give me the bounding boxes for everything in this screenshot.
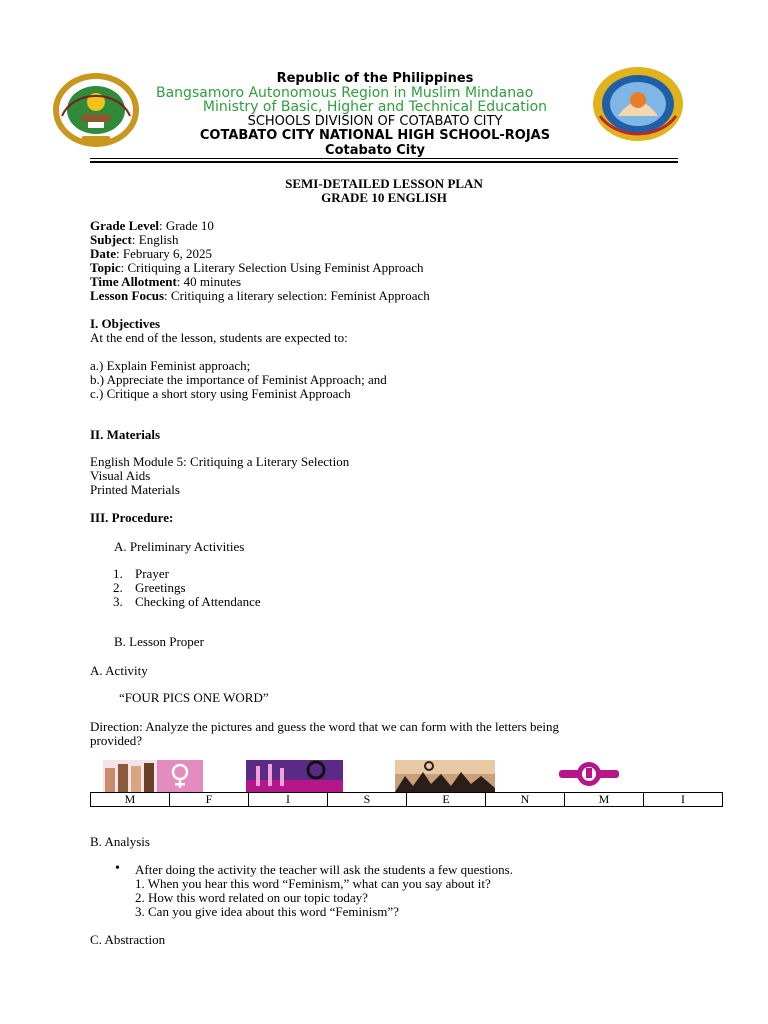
objective-item: b.) Appreciate the importance of Feminist Approach; and xyxy=(90,372,387,387)
analysis-heading: B. Analysis xyxy=(90,834,150,849)
lesson-proper-heading: B. Lesson Proper xyxy=(114,634,204,649)
header-rule-thick xyxy=(90,161,678,163)
material-item: English Module 5: Critiquing a Literary Selection xyxy=(90,454,350,469)
info-topic: Topic: Critiquing a Literary Selection Using Feminist Approach xyxy=(90,260,424,275)
activity-heading: A. Activity xyxy=(90,663,148,678)
letter-cell: M xyxy=(91,793,170,807)
letter-cell: I xyxy=(644,793,723,807)
letterhead xyxy=(0,62,768,172)
letter-cell: M xyxy=(565,793,644,807)
abstraction-heading: C. Abstraction xyxy=(90,932,166,947)
objective-item: c.) Critique a short story using Feminist Approach xyxy=(90,386,351,401)
prelim-item: Prayer xyxy=(135,566,169,581)
letter-cell: N xyxy=(486,793,565,807)
republic-line: Republic of the Philippines xyxy=(276,71,474,86)
letter-cell: F xyxy=(170,793,249,807)
division-seal-logo xyxy=(592,66,684,142)
analysis-intro: After doing the activity the teacher will ask the students a few questions. xyxy=(135,862,513,877)
material-item: Visual Aids xyxy=(90,468,151,483)
division-line: SCHOOLS DIVISION OF COTABATO CITY xyxy=(247,114,503,129)
analysis-question: 2. How this word related on our topic today? xyxy=(135,890,368,905)
letter-cell: E xyxy=(407,793,486,807)
school-line: COTABATO CITY NATIONAL HIGH SCHOOL-ROJAS xyxy=(199,128,551,143)
document-subtitle: GRADE 10 ENGLISH xyxy=(321,190,447,205)
info-grade: Grade Level: Grade 10 xyxy=(90,218,214,233)
info-subject: Subject: English xyxy=(90,232,179,247)
region-line: Bangsamoro Autonomous Region in Muslim Mindanao xyxy=(156,85,534,101)
prelim-num: 1. xyxy=(113,566,123,581)
letter-cell: I xyxy=(249,793,328,807)
letter-cell: S xyxy=(328,793,407,807)
info-time: Time Allotment: 40 minutes xyxy=(90,274,242,289)
analysis-question: 1. When you hear this word “Feminism,” what can you say about it? xyxy=(135,876,491,891)
material-item: Printed Materials xyxy=(90,482,180,497)
prelim-num: 2. xyxy=(113,580,123,595)
picture-venus-fist-symbol xyxy=(546,760,632,792)
prelim-num: 3. xyxy=(113,594,123,609)
city-line: Cotabato City xyxy=(325,143,425,158)
direction-text: Direction: Analyze the pictures and guess the word that we can form with the letters being xyxy=(90,719,559,734)
preliminary-heading: A. Preliminary Activities xyxy=(114,539,245,554)
letter-row xyxy=(91,793,723,807)
mbhte-seal-logo xyxy=(52,72,140,148)
picture-raised-fists xyxy=(103,760,203,792)
document-title: SEMI-DETAILED LESSON PLAN xyxy=(285,176,483,191)
procedure-heading: III. Procedure: xyxy=(90,510,174,525)
ministry-line: Ministry of Basic, Higher and Technical Education xyxy=(202,99,548,115)
info-focus: Lesson Focus: Critiquing a literary selection: Feminist Approach xyxy=(90,288,430,303)
direction-text-cont: provided? xyxy=(90,733,142,748)
picture-feminism-art xyxy=(246,760,343,792)
objectives-heading: I. Objectives xyxy=(90,316,161,331)
objective-item: a.) Explain Feminist approach; xyxy=(90,358,251,373)
picture-protest-silhouette xyxy=(395,760,495,792)
game-title: “FOUR PICS ONE WORD” xyxy=(119,690,269,705)
prelim-item: Greetings xyxy=(135,580,186,595)
info-date: Date: February 6, 2025 xyxy=(90,246,213,261)
materials-heading: II. Materials xyxy=(90,427,161,442)
objectives-intro: At the end of the lesson, students are expected to: xyxy=(90,330,348,345)
analysis-question: 3. Can you give idea about this word “Feminism”? xyxy=(135,904,399,919)
letter-table xyxy=(90,792,723,807)
prelim-item: Checking of Attendance xyxy=(135,594,261,609)
bullet-icon: • xyxy=(115,861,120,876)
header-rule-thin xyxy=(90,158,678,159)
